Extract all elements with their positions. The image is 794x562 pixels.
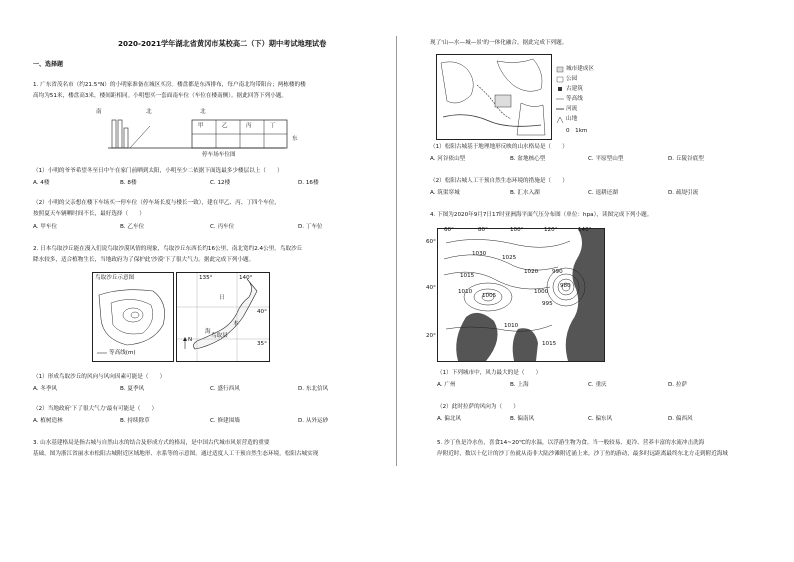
label-north: 北	[146, 109, 152, 115]
column-divider	[396, 36, 397, 466]
q4-sub1: （1）下列城市中，风力最大的是（ ）	[437, 370, 542, 376]
q1-sub2-line2: 按照夏天车辆晒时间不长，最好选择（ ）	[33, 211, 145, 217]
lon-140: 140°	[239, 275, 253, 281]
legend-river: 河流	[566, 106, 578, 112]
scale-bar: 0 1km	[566, 128, 588, 134]
label-south: 南	[96, 109, 102, 115]
q5-stem-line2: 岸附近时，数以十亿计的沙丁鱼就从南非大陆沙滩附近涌上来，沙丁鱼的游动，最多时远距离最终东北方走到附近海域	[437, 451, 728, 457]
lat-40: 40°	[257, 309, 267, 315]
japan-map	[176, 272, 270, 362]
isobar-map	[426, 227, 605, 362]
q4-sub1-opt-a[interactable]: A. 广州	[437, 382, 456, 388]
songyang-terrain	[437, 55, 551, 139]
slot-yi: 乙	[222, 123, 228, 129]
lon-100: 100°	[510, 227, 524, 233]
q3-sub1-opt-d[interactable]: D. 丘陵谷底型	[668, 156, 704, 162]
isobar-1015: 1015	[460, 273, 475, 279]
q4-sub2-opt-c[interactable]: C. 偏东风	[588, 416, 613, 422]
q5-stem-line1: 5. 沙丁鱼是冷水鱼，喜食14~20℃的水温，以浮游生物为食。当一般较易、更冷、营养丰富的水流冲击洗海	[437, 440, 705, 446]
q1-sub1: （1）小明的爷爷希望冬至日中午在家门前晒到太阳，小明至少二依据下面选最多少楼层以上（ ）	[33, 168, 283, 174]
isobar-1020: 1020	[524, 269, 539, 275]
lat-20: 20°	[426, 333, 436, 339]
parking-caption: 停车场车位图	[202, 152, 236, 158]
section-heading: 一、选择题	[33, 61, 64, 68]
lon-135: 135°	[199, 275, 213, 281]
q1-stem-line2: 高均为51米，楼盘高3米，楼间距相同。小明想买一套面南车位（车位在楼南侧）。据此回答下列小题。	[33, 93, 288, 99]
q1-sub2-opt-d[interactable]: D. 丁车位	[298, 224, 323, 230]
legend-park: 公园	[566, 76, 578, 82]
q3-sub2-opt-a[interactable]: A. 筑渠穿城	[430, 190, 460, 196]
q1-sub1-opt-a[interactable]: A. 4楼	[33, 180, 50, 186]
q2-sub2-opt-c[interactable]: C. 修建围墙	[210, 418, 240, 424]
isobar-1030: 1030	[472, 251, 487, 257]
q1-stem-line1: 1. 广东省茂名市（约21.5°N）的小明家准备在城区买房。楼盘都是东西排布，每户南北均带阳台；两栋楼的楼	[33, 82, 306, 88]
lat-40: 40°	[426, 285, 436, 291]
q2-sub1-opt-a[interactable]: A. 冬季风	[33, 386, 58, 392]
label-north-2: 北	[200, 109, 206, 115]
q2-stem-line1: 2. 日本鸟取沙丘能在漫入们说鸟取沙漠风情的现象，鸟取沙丘东西长约16公里，南北宽约2.4公里。鸟取沙丘	[33, 246, 303, 252]
slot-bing: 丙	[246, 123, 252, 129]
label-ri: 日	[219, 295, 225, 301]
q2-sub1-opt-b[interactable]: B. 夏季风	[120, 386, 145, 392]
lon-120: 120°	[544, 227, 558, 233]
q2-sub1-opt-d[interactable]: D. 东北信风	[298, 386, 329, 392]
label-hai: 海	[205, 329, 211, 335]
q4-sub2-opt-d[interactable]: D. 偏西风	[668, 416, 693, 422]
legend-contour: 等高线	[566, 96, 583, 102]
q1-sub1-opt-d[interactable]: D. 16楼	[298, 180, 319, 186]
q1-sub2-opt-b[interactable]: B. 乙车位	[120, 224, 145, 230]
contour-map	[93, 273, 173, 361]
q2-sub1-opt-c[interactable]: C. 盛行西风	[210, 386, 240, 392]
q4-sub1-opt-c[interactable]: C. 重庆	[588, 382, 607, 388]
q3-stem-continued: 现了'山—水—城—景'的一体化融合。据此完成下列题。	[430, 40, 568, 46]
q3-sub1-opt-c[interactable]: C. 平原型山型	[588, 156, 624, 162]
q1-sub2-opt-c[interactable]: C. 丙车位	[210, 224, 235, 230]
q4-sub1-opt-b[interactable]: B. 上海	[510, 382, 529, 388]
q2-sub1: （1）形成鸟取沙丘的风向与风向因素可能是（ ）	[33, 374, 166, 380]
q3-stem-line2: 基础。图为浙江省丽水市松阳古城附近区域地形、水系等的示意图。通过适度人工干预自然生态环境，松阳古城实现	[33, 451, 319, 457]
legend-urban: 城市建成区	[566, 66, 594, 72]
songyang-map	[436, 54, 552, 140]
q3-sub2-opt-d[interactable]: D. 疏堤引流	[668, 190, 699, 196]
q4-sub1-opt-d[interactable]: D. 拉萨	[668, 382, 688, 388]
parking-figure	[90, 108, 310, 160]
q1-sub1-opt-b[interactable]: B. 8楼	[120, 180, 137, 186]
q4-sub2-opt-a[interactable]: A. 偏北风	[437, 416, 462, 422]
label-ben: 本	[233, 321, 239, 327]
japan-outline	[177, 273, 269, 361]
isobar-1010-b: 1010	[504, 323, 519, 329]
q3-sub1: （1）松阳古城基于地理地形反映的山水格局是（ ）	[430, 144, 568, 150]
q2-sub2-opt-d[interactable]: D. 从外运砂	[298, 418, 329, 424]
isobar-1005: 1005	[482, 293, 497, 299]
map1-title: 鸟取沙丘示意图	[95, 275, 135, 281]
q4-stem: 4. 下图为2020年9月7日17时亚洲海平面气压分布图（单位：hpa），读图完成下列小题。	[430, 212, 653, 218]
building-diagram	[90, 108, 310, 160]
q3-sub2-opt-c[interactable]: C. 退耕还湖	[588, 190, 618, 196]
q2-stem-line2: 降水较多，适合植物生长，当地政府为了保护此'沙漠'下了很大气力。据此完成下列小题。	[33, 257, 255, 263]
isobar-1015-b: 1015	[542, 341, 557, 347]
slot-ding: 丁	[270, 123, 276, 129]
q1-sub2-line1: （2）小明的父亲想在楼下车场买一停车位（停车场长度与楼长一致），建在甲乙、丙、丁四个车位，	[33, 200, 280, 206]
label-tottori: 鸟取县	[211, 333, 228, 339]
q1-sub2-opt-a[interactable]: A. 甲车位	[33, 224, 58, 230]
lat-35: 35°	[257, 341, 267, 347]
q3-sub1-opt-b[interactable]: B. 盆地核心型	[510, 156, 546, 162]
isobar-1000: 1000	[534, 289, 549, 295]
lon-140: 140°	[578, 227, 592, 233]
map1-legend: 等高线(m)	[109, 350, 136, 356]
isobar-1010: 1010	[458, 289, 473, 295]
q4-sub2-opt-b[interactable]: B. 偏南风	[510, 416, 535, 422]
q4-sub2: （2）此时拉萨的风向为（ ）	[437, 404, 519, 410]
q3-sub1-opt-a[interactable]: A. 河谷依山型	[430, 156, 466, 162]
lon-80: 80°	[478, 227, 488, 233]
label-north-arrow: N	[188, 337, 193, 343]
isobar-1025: 1025	[502, 255, 517, 261]
lat-60: 60°	[426, 239, 436, 245]
q2-sub2-opt-b[interactable]: B. 持续除草	[120, 418, 150, 424]
q2-sub2: （2）当地政府'下了很大气力'最有可能是（ ）	[33, 406, 158, 412]
tottori-dune-map	[92, 272, 174, 362]
q1-sub1-opt-c[interactable]: C. 12楼	[210, 180, 231, 186]
slot-jia: 甲	[198, 123, 204, 129]
q2-sub2-opt-a[interactable]: A. 植树造林	[33, 418, 63, 424]
legend-swatches	[556, 66, 566, 126]
songyang-legend	[556, 66, 606, 136]
legend-ancient: 古建筑	[566, 86, 583, 92]
page-title: 2020-2021学年湖北省黄冈市某校高二（下）期中考试地理试卷	[118, 39, 327, 48]
isobar-990: 990	[552, 269, 563, 275]
legend-mountain: 山地	[566, 116, 578, 122]
lon-60: 60°	[444, 227, 454, 233]
isobar-995: 995	[542, 301, 553, 307]
q3-sub2: （2）松阳古城人工干预自然生态环境的措施是（ ）	[430, 178, 568, 184]
q3-sub2-opt-b[interactable]: B. 汇水入湖	[510, 190, 540, 196]
q3-stem-line1: 3. 山水基建格局是指古城与自然山水的结合及形成方式的格局，是中国古代城市风景营造的重要	[33, 440, 270, 446]
isobar-980: 980	[560, 283, 571, 289]
label-east: 东	[292, 136, 298, 142]
